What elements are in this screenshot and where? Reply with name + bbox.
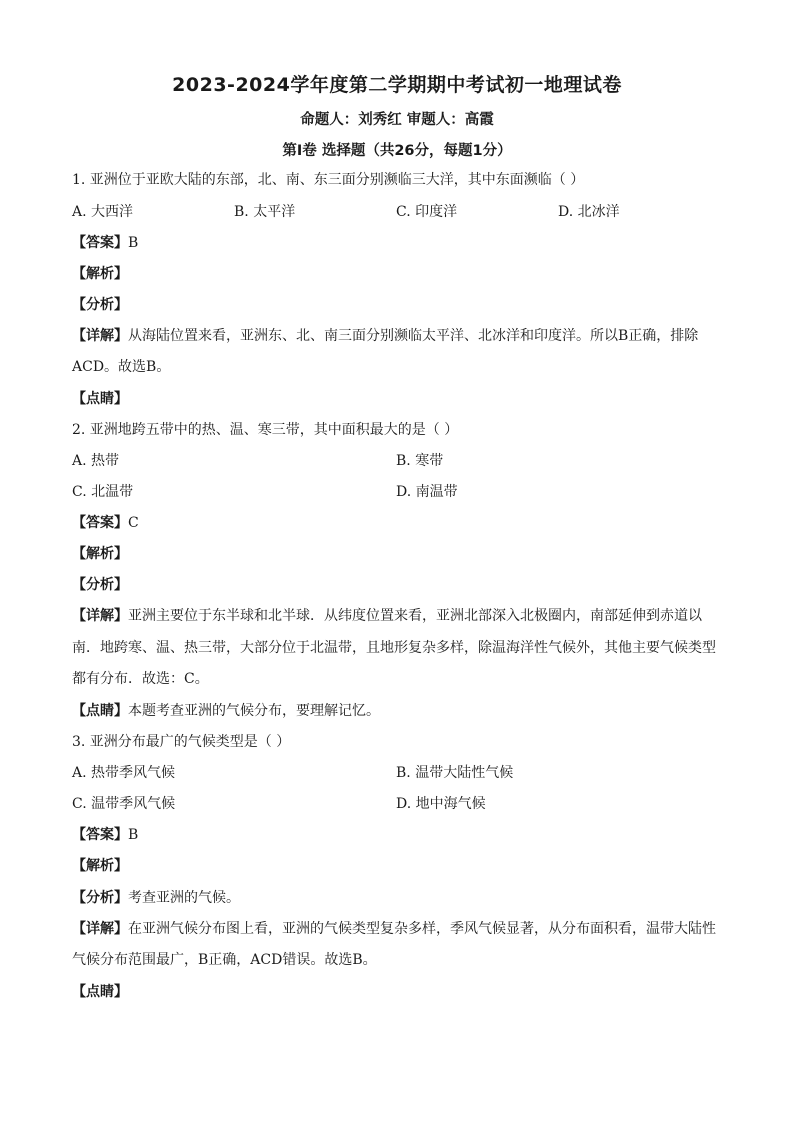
question-1-option-c: C. 印度洋 <box>396 204 458 220</box>
question-2-option-a: A. 热带 <box>72 453 120 469</box>
answer-label: 【答案】 <box>72 235 128 251</box>
question-2-option-d: D. 南温带 <box>396 484 458 500</box>
question-2-analysis-label: 【解析】 <box>72 546 128 562</box>
detail-text: 在亚洲气候分布图上看，亚洲的气候类型复杂多样，季风气候显著，从分布面积看，温带大陆性 <box>128 921 716 937</box>
answer-label: 【答案】 <box>72 515 128 531</box>
question-2-answer <box>72 513 722 533</box>
question-1-detail-cont: ACD。故选B。 <box>72 359 171 375</box>
answer-label: 【答案】 <box>72 827 128 843</box>
detail-label: 【详解】 <box>72 608 128 624</box>
question-3-option-a: A. 热带季风气候 <box>72 765 176 781</box>
question-2-dianjing <box>72 701 722 721</box>
question-1-stem: 1. 亚洲位于亚欧大陆的东部，北、南、东三面分别濒临三大洋，其中东面濒临（ ） <box>72 172 585 188</box>
question-2-detail-cont: 南．地跨寒、温、热三带，大部分位于北温带，且地形复杂多样，除温海洋性气候外，其他主要气候类型 <box>72 640 716 656</box>
question-1-option-a: A. 大西洋 <box>72 204 134 220</box>
question-1-option-b: B. 太平洋 <box>234 204 296 220</box>
question-3-stem: 3. 亚洲分布最广的气候类型是（ ） <box>72 734 291 750</box>
question-1-option-d: D. 北冰洋 <box>558 204 620 220</box>
question-1-fenxi-label: 【分析】 <box>72 297 128 313</box>
question-1-detail <box>72 326 722 346</box>
question-3-detail <box>72 919 722 939</box>
answer-value: B <box>128 235 139 251</box>
question-1-answer <box>72 233 722 253</box>
question-2-detail-cont2: 都有分布．故选：C。 <box>72 671 209 687</box>
detail-text: 亚洲主要位于东半球和北半球．从纬度位置来看，亚洲北部深入北极圈内，南部延伸到赤道以 <box>128 608 702 624</box>
question-2-option-c: C. 北温带 <box>72 484 134 500</box>
question-3-dianjing-label: 【点睛】 <box>72 984 128 1000</box>
dianjing-label: 【点睛】 <box>72 703 128 719</box>
question-3-option-b: B. 温带大陆性气候 <box>396 765 514 781</box>
question-3-option-d: D. 地中海气候 <box>396 796 486 812</box>
question-2-fenxi-label: 【分析】 <box>72 577 128 593</box>
question-1-dianjing-label: 【点睛】 <box>72 391 128 407</box>
answer-value: C <box>128 515 139 531</box>
question-2-detail <box>72 606 722 626</box>
question-3-answer <box>72 825 722 845</box>
question-3-analysis-label: 【解析】 <box>72 858 128 874</box>
question-3-fenxi <box>72 888 722 908</box>
exam-authors: 命题人：刘秀红 审题人：高霞 <box>300 112 494 128</box>
exam-title: 2023-2024学年度第二学期期中考试初一地理试卷 <box>172 74 622 96</box>
section-heading: 第Ⅰ卷 选择题（共26分，每题1分） <box>282 143 512 159</box>
question-2-option-b: B. 寒带 <box>396 453 444 469</box>
detail-label: 【详解】 <box>72 328 128 344</box>
fenxi-text: 考查亚洲的气候。 <box>128 890 240 906</box>
question-3-detail-cont: 气候分布范围最广，B正确，ACD错误。故选B。 <box>72 952 377 968</box>
fenxi-label: 【分析】 <box>72 890 128 906</box>
question-1-analysis-label: 【解析】 <box>72 266 128 282</box>
dianjing-text: 本题考查亚洲的气候分布，要理解记忆。 <box>128 703 380 719</box>
question-3-option-c: C. 温带季风气候 <box>72 796 176 812</box>
answer-value: B <box>128 827 139 843</box>
detail-label: 【详解】 <box>72 921 128 937</box>
question-2-stem: 2. 亚洲地跨五带中的热、温、寒三带，其中面积最大的是（ ） <box>72 422 459 438</box>
detail-text: 从海陆位置来看，亚洲东、北、南三面分别濒临太平洋、北冰洋和印度洋。所以B正确，排除 <box>128 328 699 344</box>
